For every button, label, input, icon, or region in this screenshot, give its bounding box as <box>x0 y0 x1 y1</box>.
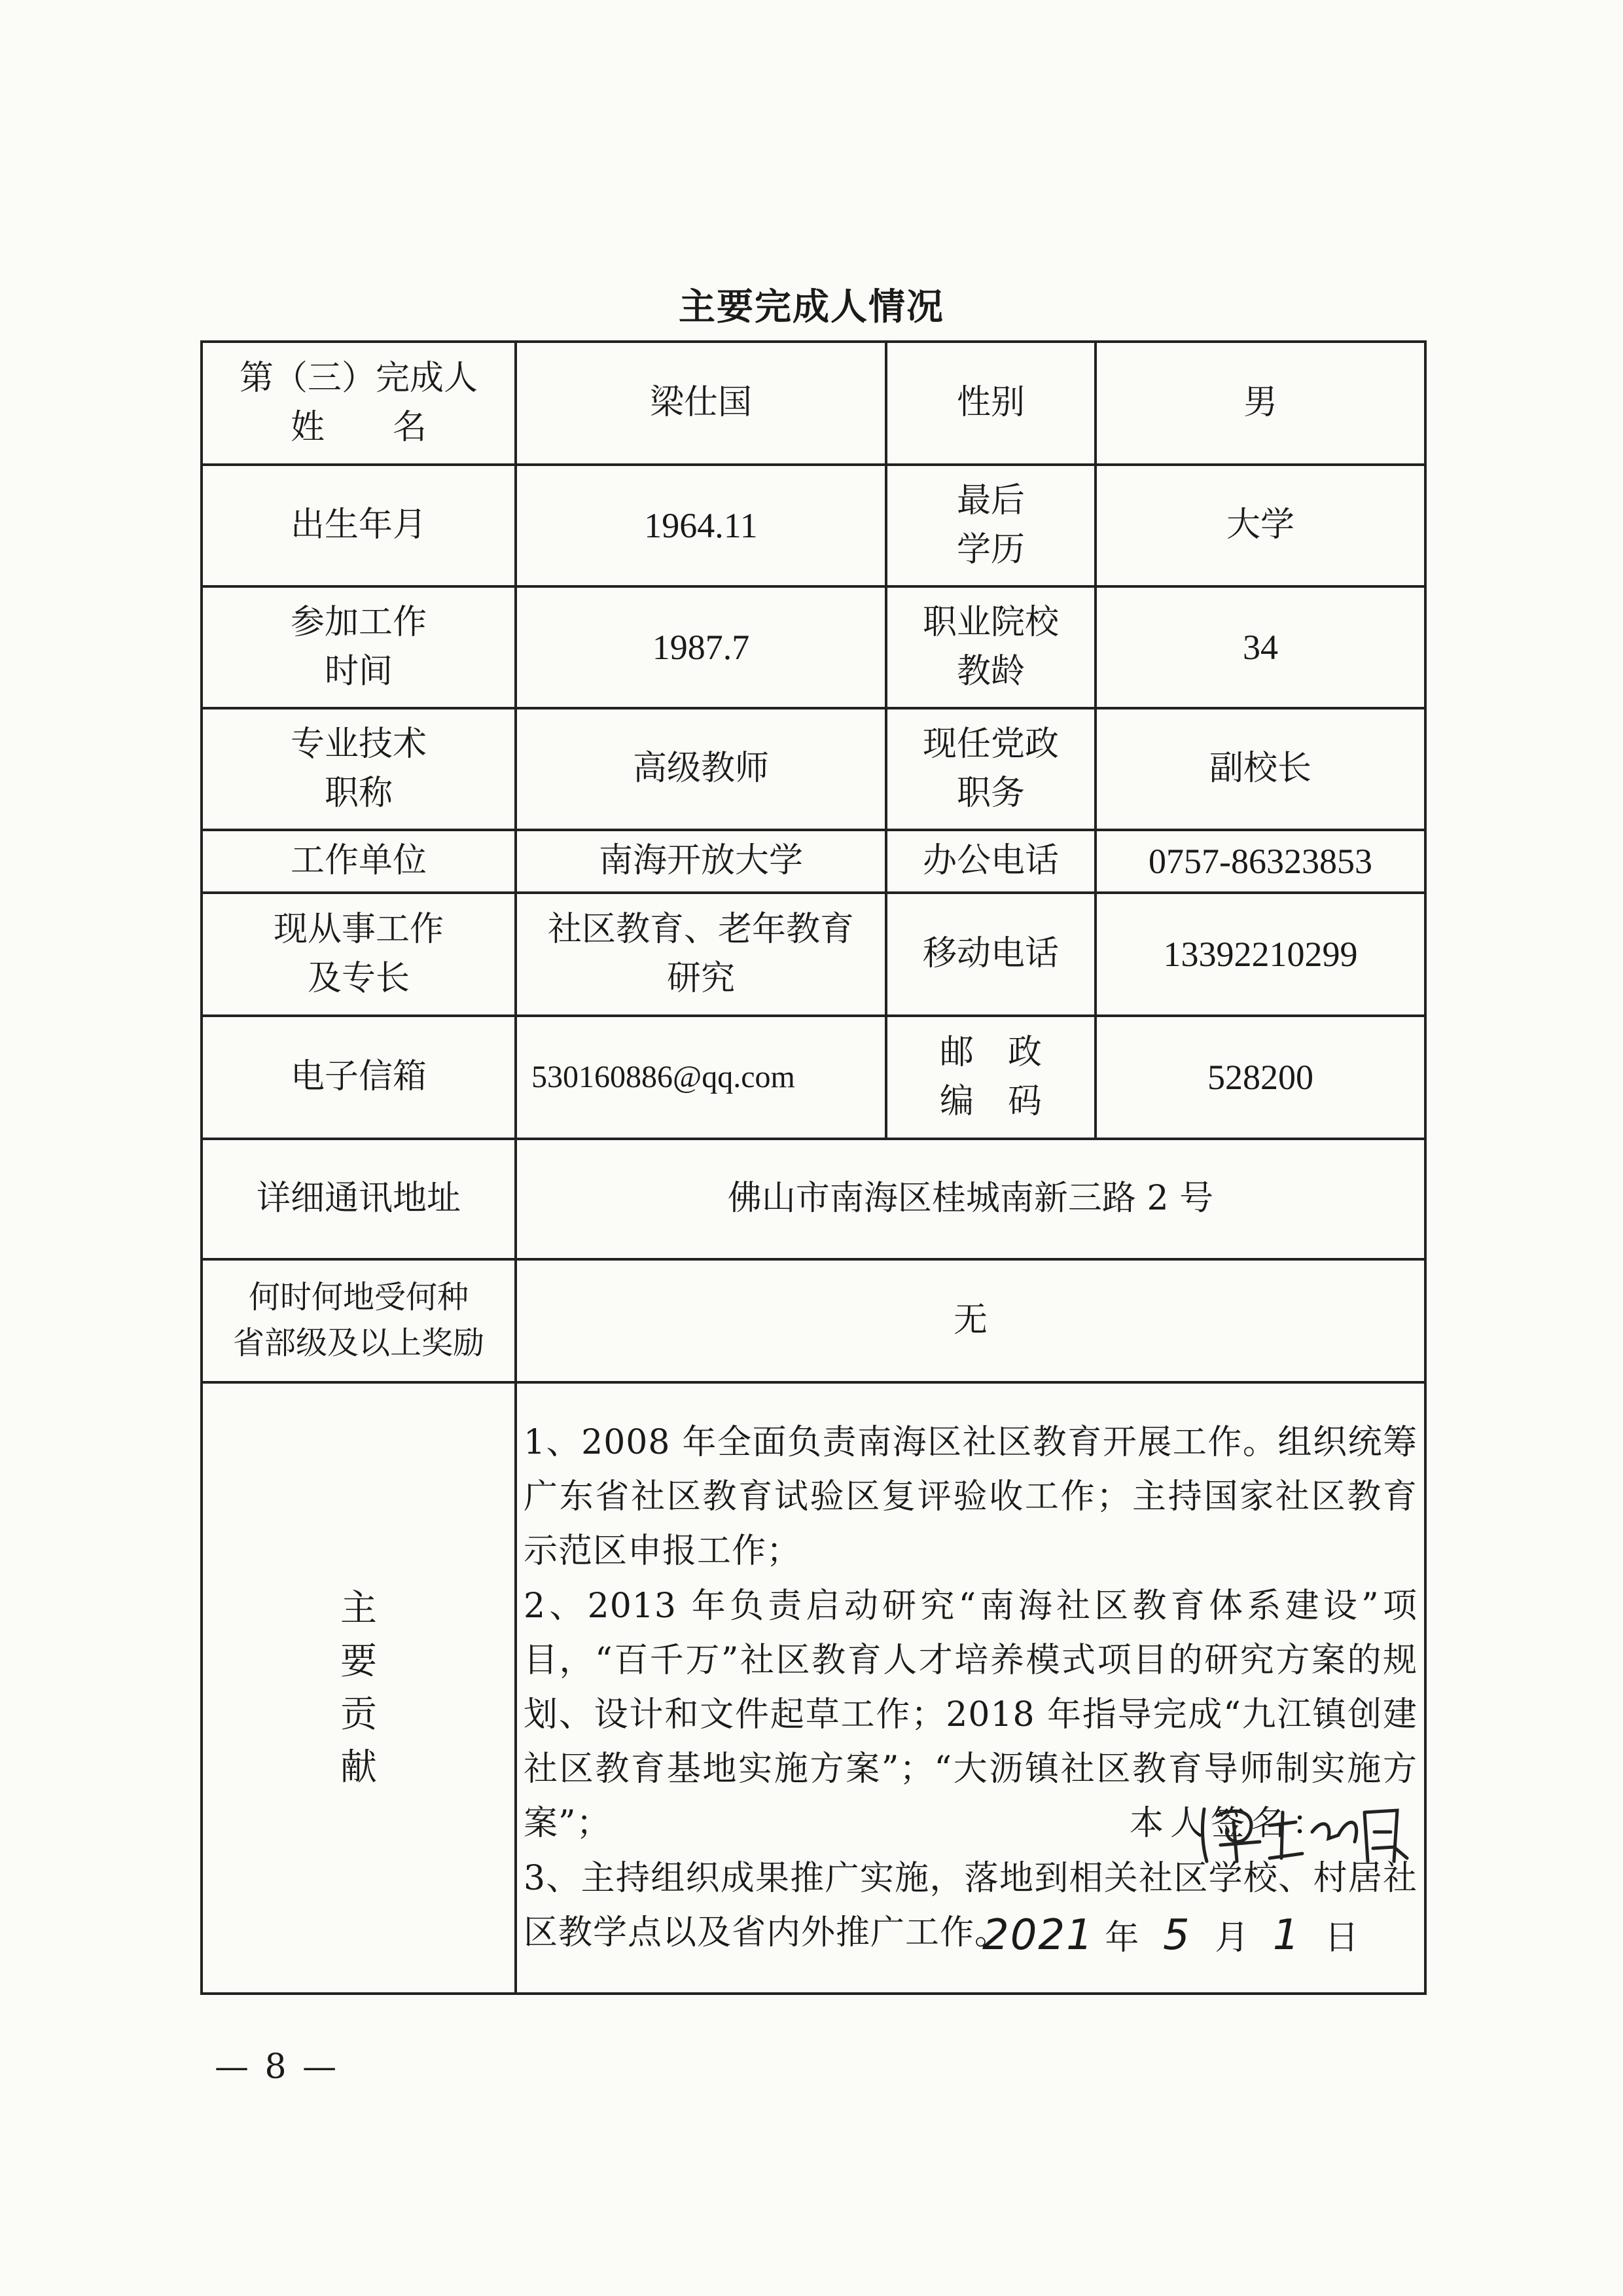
table-row <box>202 342 1425 465</box>
gender-label: 性别 <box>886 342 1096 465</box>
office-phone-value: 0757-86323853 <box>1096 830 1425 893</box>
professional-title-label: 专业技术 职称 <box>202 708 516 830</box>
office-phone-label: 办公电话 <box>886 830 1096 893</box>
name-value: 梁仕国 <box>516 342 886 465</box>
signature-day: 1 <box>1272 1911 1301 1960</box>
party-post-value: 副校长 <box>1096 708 1425 830</box>
education-value: 大学 <box>1096 465 1425 586</box>
year-unit: 年 <box>1105 1918 1139 1958</box>
signature-label: 本人签名： <box>1129 1803 1332 1843</box>
work-unit-label: 工作单位 <box>202 830 516 893</box>
work-start-label: 参加工作 时间 <box>202 586 516 708</box>
email-value: 530160886@qq.com <box>516 1016 886 1139</box>
teaching-years-value: 34 <box>1096 586 1425 708</box>
gender-value: 男 <box>1096 342 1425 465</box>
day-unit: 日 <box>1324 1918 1359 1958</box>
table-row <box>202 586 1425 708</box>
table-row <box>202 465 1425 586</box>
contribution-label: 主 要 贡 献 <box>202 1382 516 1994</box>
address-value: 佛山市南海区桂城南新三路 2 号 <box>516 1139 1425 1259</box>
postcode-label: 邮 政 编 码 <box>886 1016 1096 1139</box>
awards-label: 何时何地受何种 省部级及以上奖励 <box>202 1259 516 1382</box>
table-row <box>202 1259 1425 1382</box>
signature-month: 5 <box>1162 1911 1191 1960</box>
table-row <box>202 830 1425 893</box>
teaching-years-label: 职业院校 教龄 <box>886 586 1096 708</box>
signature-year: 2021 <box>982 1911 1094 1960</box>
table-row <box>202 1139 1425 1259</box>
table-row <box>202 1382 1425 1994</box>
birth-label: 出生年月 <box>202 465 516 586</box>
current-work-value: 社区教育、老年教育 研究 <box>516 893 886 1016</box>
current-work-label: 现从事工作 及专长 <box>202 893 516 1016</box>
contribution-item: 2、2013 年负责启动研究“南海社区教育体系建设”项目，“百千万”社区教育人才培养模式项目的研究方案的规划、设计和文件起草工作；2018 年指导完成“九江镇创建社区教育基地实施方案”；“大沥镇社区教育导师制实施方案”； <box>524 1586 1418 1844</box>
table-row <box>202 708 1425 830</box>
address-label: 详细通讯地址 <box>202 1139 516 1259</box>
awards-value: 无 <box>516 1259 1425 1382</box>
birth-value: 1964.11 <box>516 465 886 586</box>
page-number: — 8 — <box>215 2047 340 2087</box>
contribution-cell <box>516 1382 1425 1994</box>
signature-date <box>982 1905 1359 1966</box>
professional-title-value: 高级教师 <box>516 708 886 830</box>
education-label: 最后 学历 <box>886 465 1096 586</box>
email-label: 电子信箱 <box>202 1016 516 1139</box>
contribution-item: 3、主持组织成果推广实施，落地到相关社区学校、村居社区教学点以及省内外推广工作。 <box>524 1858 1418 1952</box>
postcode-value: 528200 <box>1096 1016 1425 1139</box>
page-title: 主要完成人情况 <box>679 286 944 329</box>
table-row <box>202 1016 1425 1139</box>
contribution-item: 1、2008 年全面负责南海区社区教育开展工作。组织统筹广东省社区教育试验区复评验收工作；主持国家社区教育示范区申报工作； <box>524 1423 1418 1571</box>
work-unit-value: 南海开放大学 <box>516 830 886 893</box>
month-unit: 月 <box>1215 1918 1249 1958</box>
party-post-label: 现任党政 职务 <box>886 708 1096 830</box>
name-label: 第（三）完成人 姓 名 <box>202 342 516 465</box>
work-start-value: 1987.7 <box>516 586 886 708</box>
mobile-phone-value: 13392210299 <box>1096 893 1425 1016</box>
mobile-phone-label: 移动电话 <box>886 893 1096 1016</box>
table-row <box>202 893 1425 1016</box>
handwritten-signature <box>1198 1796 1414 1868</box>
main-info-table <box>200 340 1427 1995</box>
